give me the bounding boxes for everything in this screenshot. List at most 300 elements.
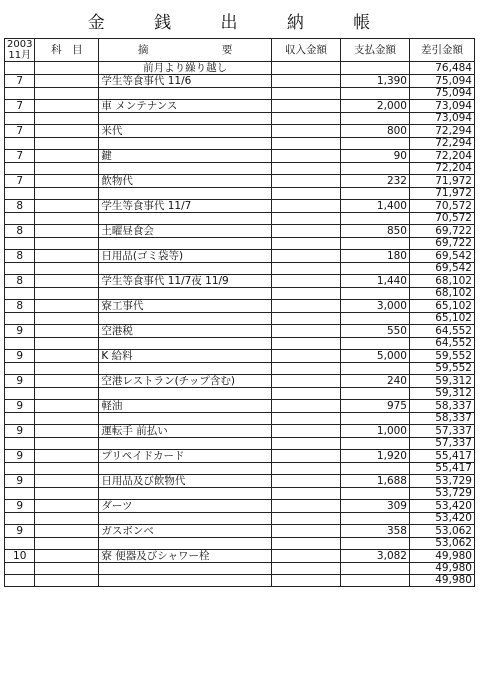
spacer-income — [271, 488, 340, 500]
spacer-subject — [35, 338, 99, 350]
entry-expense: 1,400 — [340, 200, 409, 213]
entry-expense: 5,000 — [340, 350, 409, 363]
entry-day: 8 — [5, 250, 35, 263]
spacer-income — [271, 363, 340, 375]
table-row-spacer — [5, 513, 475, 525]
entry-expense: 90 — [340, 150, 409, 163]
entry-balance: 53,062 — [409, 525, 474, 538]
table-row — [5, 300, 475, 313]
spacer-description — [99, 188, 272, 200]
entry-description: 鍵 — [99, 150, 272, 163]
spacer-description — [99, 538, 272, 550]
entry-balance: 69,722 — [409, 225, 474, 238]
entry-subject — [35, 100, 99, 113]
spacer-day — [5, 438, 35, 450]
spacer-balance: 72,294 — [409, 138, 474, 150]
spacer-expense — [340, 263, 409, 275]
entry-income — [271, 125, 340, 138]
spacer-expense — [340, 488, 409, 500]
spacer-day — [5, 313, 35, 325]
spacer-day — [5, 238, 35, 250]
spacer-income — [271, 88, 340, 100]
entry-balance: 71,972 — [409, 175, 474, 188]
spacer-income — [271, 113, 340, 125]
spacer-day — [5, 538, 35, 550]
entry-description: 運転手 前払い — [99, 425, 272, 438]
entry-subject — [35, 525, 99, 538]
spacer-day — [5, 263, 35, 275]
spacer-day — [5, 188, 35, 200]
spacer-income — [271, 213, 340, 225]
final-income — [271, 575, 340, 587]
spacer-description — [99, 388, 272, 400]
spacer-income — [271, 413, 340, 425]
entry-subject — [35, 125, 99, 138]
entry-expense: 1,390 — [340, 75, 409, 88]
spacer-day — [5, 113, 35, 125]
table-row — [5, 475, 475, 488]
entry-expense: 550 — [340, 325, 409, 338]
entry-income — [271, 525, 340, 538]
spacer-day — [5, 288, 35, 300]
entry-subject — [35, 225, 99, 238]
entry-expense: 3,082 — [340, 550, 409, 563]
entry-expense: 975 — [340, 400, 409, 413]
spacer-income — [271, 513, 340, 525]
spacer-expense — [340, 138, 409, 150]
spacer-income — [271, 563, 340, 575]
table-row-spacer — [5, 188, 475, 200]
table-row-spacer — [5, 113, 475, 125]
spacer-balance: 65,102 — [409, 313, 474, 325]
entry-balance: 73,094 — [409, 100, 474, 113]
spacer-description — [99, 513, 272, 525]
spacer-expense — [340, 288, 409, 300]
table-row — [5, 200, 475, 213]
entry-day: 10 — [5, 550, 35, 563]
spacer-expense — [340, 188, 409, 200]
spacer-balance: 68,102 — [409, 288, 474, 300]
entry-income — [271, 200, 340, 213]
spacer-income — [271, 538, 340, 550]
entry-subject — [35, 500, 99, 513]
entry-description: プリペイドカード — [99, 450, 272, 463]
entry-balance: 53,729 — [409, 475, 474, 488]
table-row-spacer — [5, 363, 475, 375]
table-row — [5, 225, 475, 238]
spacer-income — [271, 388, 340, 400]
table-row — [5, 525, 475, 538]
spacer-balance: 69,542 — [409, 263, 474, 275]
spacer-day — [5, 138, 35, 150]
entry-income — [271, 450, 340, 463]
spacer-day — [5, 163, 35, 175]
entry-balance: 64,552 — [409, 325, 474, 338]
spacer-description — [99, 413, 272, 425]
final-subject — [35, 575, 99, 587]
entry-subject — [35, 300, 99, 313]
entry-income — [271, 550, 340, 563]
entry-income — [271, 425, 340, 438]
entry-balance: 57,337 — [409, 425, 474, 438]
entry-balance: 58,337 — [409, 400, 474, 413]
spacer-subject — [35, 363, 99, 375]
spacer-expense — [340, 238, 409, 250]
spacer-expense — [340, 113, 409, 125]
spacer-description — [99, 363, 272, 375]
entry-description: 学生等食事代 11/7 — [99, 200, 272, 213]
spacer-income — [271, 338, 340, 350]
spacer-description — [99, 213, 272, 225]
entry-day: 9 — [5, 325, 35, 338]
spacer-description — [99, 238, 272, 250]
spacer-subject — [35, 488, 99, 500]
carried-over-label: 前月より繰り越し — [99, 62, 272, 75]
table-row-spacer — [5, 563, 475, 575]
final-balance: 49,980 — [409, 575, 474, 587]
table-row-spacer — [5, 288, 475, 300]
table-row-spacer — [5, 463, 475, 475]
table-row — [5, 175, 475, 188]
table-row — [5, 325, 475, 338]
spacer-expense — [340, 438, 409, 450]
table-row-spacer — [5, 88, 475, 100]
table-row-spacer — [5, 413, 475, 425]
spacer-expense — [340, 363, 409, 375]
entry-description: 土曜昼食会 — [99, 225, 272, 238]
entry-subject — [35, 550, 99, 563]
spacer-day — [5, 413, 35, 425]
entry-expense: 309 — [340, 500, 409, 513]
spacer-income — [271, 288, 340, 300]
spacer-day — [5, 513, 35, 525]
spacer-subject — [35, 88, 99, 100]
entry-balance: 69,542 — [409, 250, 474, 263]
entry-subject — [35, 325, 99, 338]
entry-balance: 49,980 — [409, 550, 474, 563]
table-row — [5, 125, 475, 138]
spacer-balance: 72,204 — [409, 163, 474, 175]
entry-day: 9 — [5, 500, 35, 513]
spacer-subject — [35, 313, 99, 325]
entry-day: 7 — [5, 125, 35, 138]
table-row-spacer — [5, 338, 475, 350]
table-row-spacer — [5, 263, 475, 275]
entry-expense: 180 — [340, 250, 409, 263]
table-row — [5, 75, 475, 88]
spacer-balance: 64,552 — [409, 338, 474, 350]
table-row-spacer — [5, 488, 475, 500]
spacer-description — [99, 288, 272, 300]
entry-subject — [35, 175, 99, 188]
table-row-spacer — [5, 538, 475, 550]
entry-description: 日用品(ゴミ袋等) — [99, 250, 272, 263]
spacer-subject — [35, 163, 99, 175]
spacer-balance: 59,312 — [409, 388, 474, 400]
entry-balance: 59,552 — [409, 350, 474, 363]
spacer-income — [271, 163, 340, 175]
spacer-subject — [35, 563, 99, 575]
header-date-cell — [5, 39, 35, 62]
entry-balance: 53,420 — [409, 500, 474, 513]
entry-income — [271, 175, 340, 188]
entry-day: 9 — [5, 375, 35, 388]
spacer-description — [99, 263, 272, 275]
spacer-balance: 53,062 — [409, 538, 474, 550]
spacer-expense — [340, 463, 409, 475]
entry-balance: 72,204 — [409, 150, 474, 163]
spacer-income — [271, 313, 340, 325]
cell-subject — [35, 62, 99, 75]
entry-day: 8 — [5, 300, 35, 313]
spacer-balance: 53,420 — [409, 513, 474, 525]
spacer-income — [271, 463, 340, 475]
entry-subject — [35, 150, 99, 163]
spacer-day — [5, 88, 35, 100]
entry-subject — [35, 475, 99, 488]
table-row — [5, 550, 475, 563]
entry-subject — [35, 350, 99, 363]
entry-expense: 3,000 — [340, 300, 409, 313]
entry-income — [271, 300, 340, 313]
entry-income — [271, 150, 340, 163]
entry-income — [271, 350, 340, 363]
spacer-description — [99, 488, 272, 500]
spacer-subject — [35, 138, 99, 150]
entry-income — [271, 325, 340, 338]
entry-day: 9 — [5, 350, 35, 363]
entry-day: 8 — [5, 225, 35, 238]
entry-balance: 68,102 — [409, 275, 474, 288]
header-balance: 差引金額 — [409, 39, 474, 62]
spacer-day — [5, 363, 35, 375]
spacer-day — [5, 388, 35, 400]
header-month: 11月 — [8, 50, 32, 61]
header-income: 収入金額 — [271, 39, 340, 62]
spacer-income — [271, 138, 340, 150]
spacer-subject — [35, 263, 99, 275]
spacer-expense — [340, 513, 409, 525]
cell-income — [271, 62, 340, 75]
carried-over-balance: 76,484 — [409, 62, 474, 75]
entry-expense: 1,000 — [340, 425, 409, 438]
table-row-spacer — [5, 313, 475, 325]
cash-ledger-table — [4, 38, 475, 587]
entry-expense: 1,440 — [340, 275, 409, 288]
spacer-expense — [340, 163, 409, 175]
spacer-day — [5, 213, 35, 225]
spacer-expense — [340, 313, 409, 325]
entry-day: 9 — [5, 475, 35, 488]
spacer-description — [99, 463, 272, 475]
spacer-description — [99, 563, 272, 575]
spacer-subject — [35, 513, 99, 525]
entry-income — [271, 275, 340, 288]
table-row-spacer — [5, 238, 475, 250]
header-expense: 支払金額 — [340, 39, 409, 62]
entry-description: 学生等食事代 11/7夜 11/9 — [99, 275, 272, 288]
table-row — [5, 450, 475, 463]
spacer-subject — [35, 213, 99, 225]
cell-day — [5, 62, 35, 75]
final-description — [99, 575, 272, 587]
entry-subject — [35, 250, 99, 263]
entry-expense: 1,688 — [340, 475, 409, 488]
entry-expense: 1,920 — [340, 450, 409, 463]
spacer-balance: 69,722 — [409, 238, 474, 250]
entry-balance: 72,294 — [409, 125, 474, 138]
header-year: 2003 — [7, 39, 33, 50]
spacer-expense — [340, 88, 409, 100]
entry-subject — [35, 425, 99, 438]
entry-expense: 232 — [340, 175, 409, 188]
spacer-day — [5, 563, 35, 575]
spacer-description — [99, 313, 272, 325]
entry-subject — [35, 75, 99, 88]
spacer-balance: 71,972 — [409, 188, 474, 200]
spacer-subject — [35, 388, 99, 400]
entry-day: 9 — [5, 400, 35, 413]
spacer-balance: 59,552 — [409, 363, 474, 375]
spacer-description — [99, 438, 272, 450]
entry-expense: 240 — [340, 375, 409, 388]
spacer-day — [5, 338, 35, 350]
table-row — [5, 350, 475, 363]
entry-day: 7 — [5, 150, 35, 163]
entry-balance: 75,094 — [409, 75, 474, 88]
entry-subject — [35, 275, 99, 288]
table-row-spacer — [5, 388, 475, 400]
spacer-description — [99, 163, 272, 175]
entry-balance: 55,417 — [409, 450, 474, 463]
spacer-income — [271, 438, 340, 450]
entry-description: 空港税 — [99, 325, 272, 338]
final-expense — [340, 575, 409, 587]
entry-expense: 850 — [340, 225, 409, 238]
spacer-income — [271, 188, 340, 200]
spacer-balance: 58,337 — [409, 413, 474, 425]
spacer-expense — [340, 563, 409, 575]
spacer-subject — [35, 438, 99, 450]
spacer-description — [99, 88, 272, 100]
entry-day: 8 — [5, 275, 35, 288]
spacer-expense — [340, 538, 409, 550]
spacer-balance: 53,729 — [409, 488, 474, 500]
spacer-balance: 70,572 — [409, 213, 474, 225]
entry-day: 9 — [5, 525, 35, 538]
spacer-description — [99, 113, 272, 125]
spacer-income — [271, 238, 340, 250]
entry-description: 寮工事代 — [99, 300, 272, 313]
spacer-expense — [340, 338, 409, 350]
header-subject: 科 目 — [35, 39, 99, 62]
entry-description: ガスボンベ — [99, 525, 272, 538]
entry-description: 学生等食事代 11/6 — [99, 75, 272, 88]
spacer-balance: 55,417 — [409, 463, 474, 475]
entry-day: 7 — [5, 75, 35, 88]
cell-expense — [340, 62, 409, 75]
spacer-balance: 73,094 — [409, 113, 474, 125]
entry-income — [271, 250, 340, 263]
entry-subject — [35, 400, 99, 413]
entry-day: 9 — [5, 450, 35, 463]
table-row — [5, 250, 475, 263]
entry-description: 軽油 — [99, 400, 272, 413]
entry-income — [271, 400, 340, 413]
spacer-expense — [340, 413, 409, 425]
spacer-description — [99, 338, 272, 350]
table-row — [5, 375, 475, 388]
spacer-subject — [35, 113, 99, 125]
final-day — [5, 575, 35, 587]
entry-day: 7 — [5, 100, 35, 113]
spacer-description — [99, 138, 272, 150]
entry-day: 8 — [5, 200, 35, 213]
entry-subject — [35, 450, 99, 463]
entry-description: 空港レストラン(チップ含む) — [99, 375, 272, 388]
entry-income — [271, 75, 340, 88]
spacer-day — [5, 463, 35, 475]
ledger-title: 金 銭 出 納 帳 — [87, 13, 393, 33]
spacer-subject — [35, 538, 99, 550]
spacer-income — [271, 263, 340, 275]
spacer-day — [5, 488, 35, 500]
spacer-subject — [35, 413, 99, 425]
table-row-spacer — [5, 438, 475, 450]
table-row — [5, 500, 475, 513]
entry-description: 米代 — [99, 125, 272, 138]
entry-description: 飲物代 — [99, 175, 272, 188]
header-description: 摘 要 — [99, 39, 272, 62]
spacer-subject — [35, 463, 99, 475]
entry-day: 9 — [5, 425, 35, 438]
entry-description: 車 メンテナンス — [99, 100, 272, 113]
table-row-spacer — [5, 138, 475, 150]
spacer-subject — [35, 188, 99, 200]
table-row-spacer — [5, 213, 475, 225]
spacer-expense — [340, 213, 409, 225]
table-row — [5, 150, 475, 163]
carried-over-row — [5, 62, 475, 75]
table-row — [5, 100, 475, 113]
entry-balance: 70,572 — [409, 200, 474, 213]
spacer-subject — [35, 238, 99, 250]
entry-balance: 65,102 — [409, 300, 474, 313]
table-row — [5, 400, 475, 413]
entry-subject — [35, 375, 99, 388]
table-row-spacer — [5, 163, 475, 175]
entry-income — [271, 225, 340, 238]
table-row — [5, 275, 475, 288]
entry-expense: 358 — [340, 525, 409, 538]
entry-description: 日用品及び飲物代 — [99, 475, 272, 488]
entry-subject — [35, 200, 99, 213]
spacer-subject — [35, 288, 99, 300]
entry-income — [271, 500, 340, 513]
entry-description: 寮 便器及びシャワー栓 — [99, 550, 272, 563]
entry-balance: 59,312 — [409, 375, 474, 388]
entry-income — [271, 100, 340, 113]
final-balance-row — [5, 575, 475, 587]
spacer-balance: 75,094 — [409, 88, 474, 100]
entry-expense: 2,000 — [340, 100, 409, 113]
entry-income — [271, 475, 340, 488]
spacer-expense — [340, 388, 409, 400]
entry-day: 7 — [5, 175, 35, 188]
spacer-balance: 49,980 — [409, 563, 474, 575]
entry-income — [271, 375, 340, 388]
entry-description: K 給料 — [99, 350, 272, 363]
